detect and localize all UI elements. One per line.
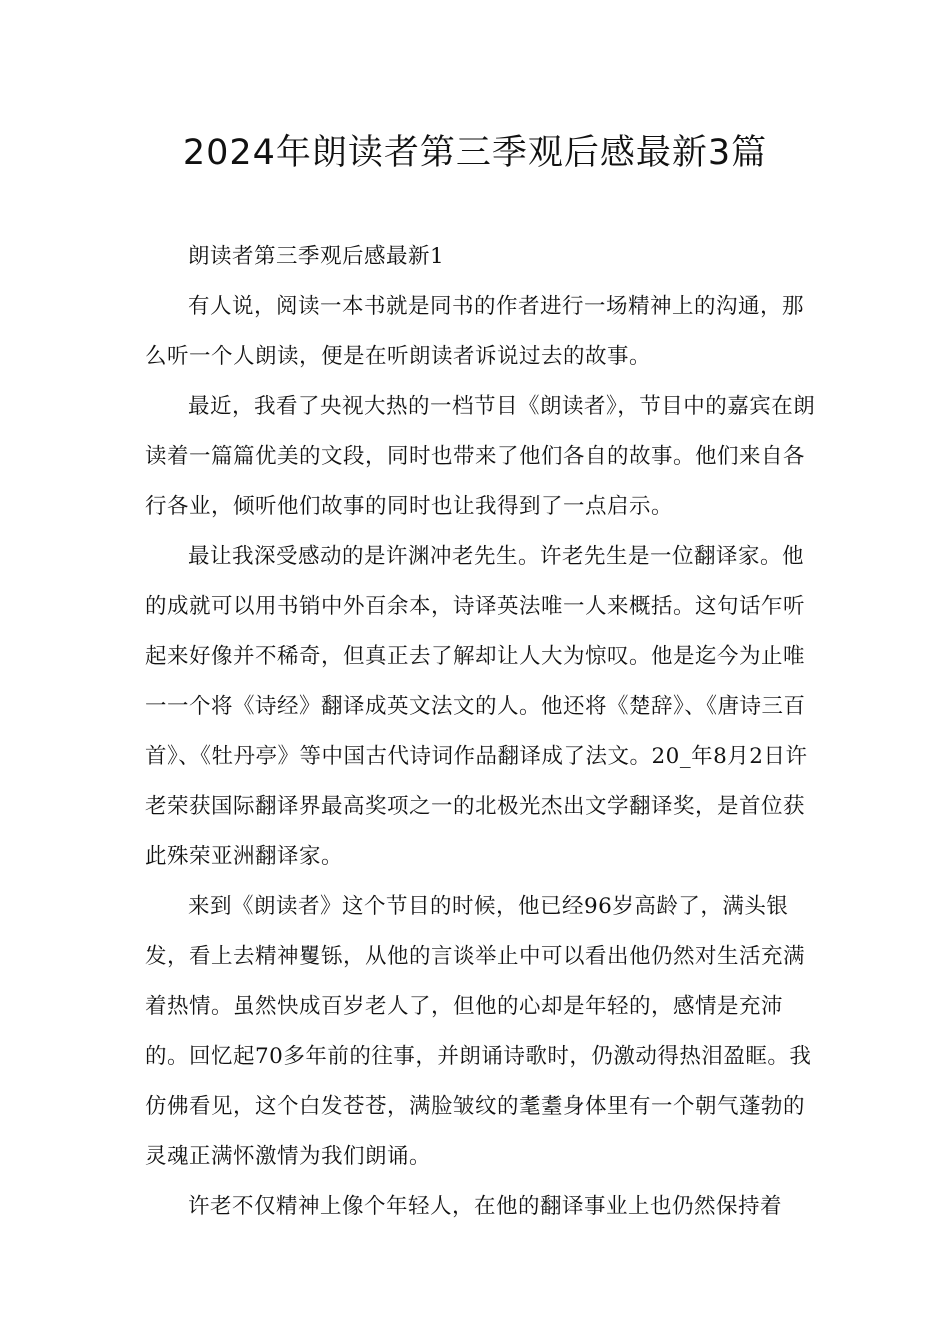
document-body [145,232,825,1232]
section-heading: 朗读者第三季观后感最新1 [188,244,445,269]
paragraph: 最让我深受感动的是许渊冲老先生。许老先生是一位翻译家。他的成就可以用书销中外百余本，诗译英法唯一人来概括。这句话乍听起来好像并不稀奇，但真正去了解却让人大为惊叹。他是迄今为止唯一一个将《诗经》翻译成英文法文的人。他还将《楚辞》、《唐诗三百首》、《牡丹亭》等中国古代诗词作品翻译成了法文。20_年8月2日许老荣获国际翻译界最高奖项之一的北极光杰出文学翻译奖，是首位获此殊荣亚洲翻译家。 [145,544,808,869]
document-title: 2024年朗读者第三季观后感最新3篇 [182,133,768,173]
paragraph: 最近，我看了央视大热的一档节目《朗读者》，节目中的嘉宾在朗读着一篇篇优美的文段，同时也带来了他们各自的故事。他们来自各行各业，倾听他们故事的同时也让我得到了一点启示。 [145,394,816,519]
paragraph: 来到《朗读者》这个节目的时候，他已经96岁高龄了，满头银发，看上去精神矍铄，从他的言谈举止中可以看出他仍然对生活充满着热情。虽然快成百岁老人了，但他的心却是年轻的，感情是充沛的。回忆起70多年前的往事，并朗诵诗歌时，仍激动得热泪盈眶。我仿佛看见，这个白发苍苍，满脸皱纹的耄耋身体里有一个朝气蓬勃的灵魂正满怀激情为我们朗诵。 [145,894,812,1169]
paragraph: 有人说，阅读一本书就是同书的作者进行一场精神上的沟通，那么听一个人朗读，便是在听朗读者诉说过去的故事。 [145,294,805,369]
paragraph: 许老不仅精神上像个年轻人，在他的翻译事业上也仍然保持着 [188,1194,783,1219]
